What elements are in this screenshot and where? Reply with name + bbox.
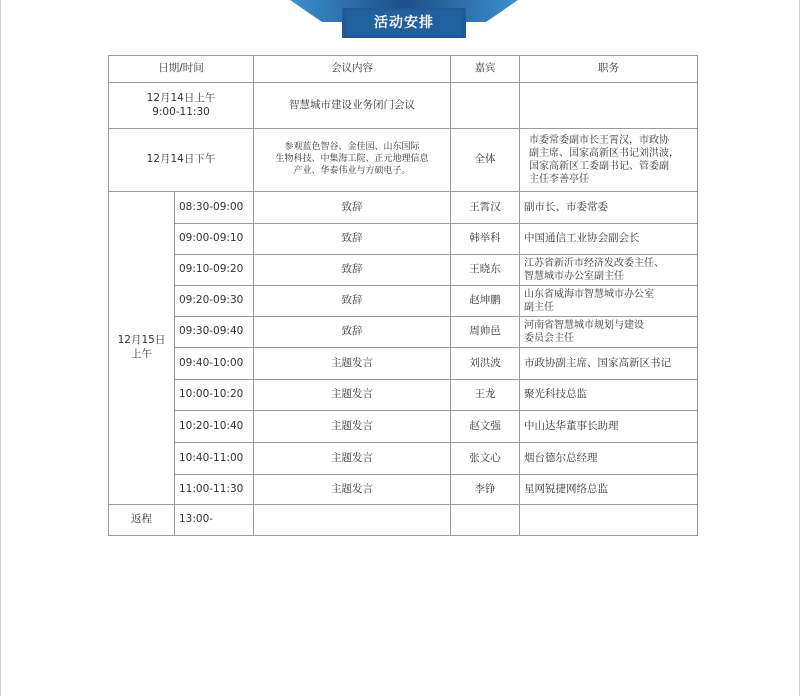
row-time: 10:00-10:20 (175, 380, 254, 411)
header-guest: 嘉宾 (451, 56, 520, 83)
dec14-am-position (520, 83, 698, 129)
dec14-am-date-line2: 9:00-11:30 (152, 105, 210, 118)
header-content: 会议内容 (254, 56, 451, 83)
row-position-line: 中山达华董事长助理 (524, 419, 619, 432)
row-content: 主题发言 (254, 380, 451, 411)
row-time: 10:20-10:40 (175, 411, 254, 443)
dec14-pm-guest: 全体 (451, 129, 520, 192)
row-time: 09:40-10:00 (175, 348, 254, 380)
row-position (520, 348, 698, 380)
return-time: 13:00- (175, 505, 254, 536)
row-dec14-pm (109, 129, 698, 192)
row-guest: 张文心 (451, 443, 520, 475)
dec14-pm-date: 12月14日下午 (109, 129, 254, 192)
return-guest (451, 505, 520, 536)
row-content: 主题发言 (254, 475, 451, 505)
row-content: 致辞 (254, 317, 451, 348)
table-row (109, 475, 698, 505)
header-position: 职务 (520, 56, 698, 83)
dec14-pm-content (254, 129, 451, 192)
row-guest: 王霄汉 (451, 192, 520, 224)
dec14-pm-position-line: 国家高新区工委副书记、管委副 (529, 161, 670, 172)
table-row (109, 255, 698, 286)
table-row (109, 286, 698, 317)
row-time: 09:30-09:40 (175, 317, 254, 348)
dec14-am-content: 智慧城市建设业务闭门会议 (254, 83, 451, 129)
row-position-line: 副主任 (524, 302, 555, 313)
dec14-pm-position-line: 主任李善亭任 (529, 174, 590, 185)
row-position (520, 317, 698, 348)
table-row (109, 192, 698, 224)
row-content: 主题发言 (254, 443, 451, 475)
dec14-pm-content-line: 生物科技、中集海工院、正元地理信息 (275, 154, 429, 165)
header-date: 日期/时间 (109, 56, 254, 83)
row-time: 08:30-09:00 (175, 192, 254, 224)
row-time: 09:20-09:30 (175, 286, 254, 317)
row-guest: 刘洪波 (451, 348, 520, 380)
row-position-line: 副市长、市委常委 (524, 200, 609, 213)
row-time: 09:00-09:10 (175, 224, 254, 255)
row-position-line: 山东省威海市智慧城市办公室 (524, 289, 655, 300)
page-frame-left (0, 0, 1, 696)
row-content: 致辞 (254, 224, 451, 255)
dec14-am-date (109, 83, 254, 129)
row-position (520, 380, 698, 411)
row-position-line: 聚光科技总监 (524, 388, 588, 401)
header-row (109, 56, 698, 83)
return-position (520, 505, 698, 536)
row-guest: 李铮 (451, 475, 520, 505)
row-position-line: 委员会主任 (524, 333, 575, 344)
table-row (109, 380, 698, 411)
row-guest: 赵坤鹏 (451, 286, 520, 317)
row-position (520, 286, 698, 317)
row-guest: 周帅邑 (451, 317, 520, 348)
row-dec14-am (109, 83, 698, 129)
row-position (520, 224, 698, 255)
dec15-session (109, 192, 698, 505)
row-time: 10:40-11:00 (175, 443, 254, 475)
agenda-table (108, 55, 698, 536)
dec15-date-line2: 上午 (131, 348, 152, 360)
row-position (520, 255, 698, 286)
dec14-pm-content-line: 产业、华泰伟业与方硕电子。 (293, 165, 411, 176)
dec14-am-guest (451, 83, 520, 129)
row-content: 主题发言 (254, 348, 451, 380)
table-row (109, 317, 698, 348)
row-content: 致辞 (254, 255, 451, 286)
row-position-line: 星网锐捷网络总监 (524, 482, 609, 495)
row-position-line: 烟台德尔总经理 (524, 451, 598, 464)
row-return (109, 505, 698, 536)
row-guest: 赵文强 (451, 411, 520, 443)
dec14-pm-content-line: 参观蓝色智谷、金佳园、山东国际 (284, 142, 420, 153)
dec14-am-date-line1: 12月14日上午 (146, 91, 216, 104)
row-time: 09:10-09:20 (175, 255, 254, 286)
dec14-pm-position-line: 市委常委副市长王霄汉，市政协 (529, 135, 670, 146)
row-guest: 王龙 (451, 380, 520, 411)
row-content: 主题发言 (254, 411, 451, 443)
row-position-line: 河南省智慧城市规划与建设 (524, 320, 645, 331)
table-row (109, 411, 698, 443)
dec15-date-line1: 12月15日 (117, 334, 166, 347)
dec14-pm-position (520, 129, 698, 192)
row-position-line: 中国通信工业协会副会长 (524, 232, 640, 245)
section-banner (290, 0, 518, 38)
row-position (520, 475, 698, 505)
row-content: 致辞 (254, 286, 451, 317)
return-label: 返程 (109, 505, 175, 536)
table-row (109, 443, 698, 475)
row-position (520, 192, 698, 224)
dec15-date (109, 192, 175, 505)
row-position-line: 市政协副主席、国家高新区书记 (524, 356, 672, 369)
return-content (254, 505, 451, 536)
table-row (109, 348, 698, 380)
row-guest: 王晓东 (451, 255, 520, 286)
row-position-line: 江苏省新沂市经济发改委主任、 (524, 258, 665, 269)
row-position (520, 443, 698, 475)
dec14-pm-position-line: 副主席、国家高新区书记刘洪波， (529, 148, 680, 159)
row-position-line: 智慧城市办公室副主任 (524, 271, 625, 282)
section-title: 活动安排 (374, 15, 434, 31)
table-row (109, 224, 698, 255)
row-content: 致辞 (254, 192, 451, 224)
row-guest: 韩举科 (451, 224, 520, 255)
row-position (520, 411, 698, 443)
row-time: 11:00-11:30 (175, 475, 254, 505)
